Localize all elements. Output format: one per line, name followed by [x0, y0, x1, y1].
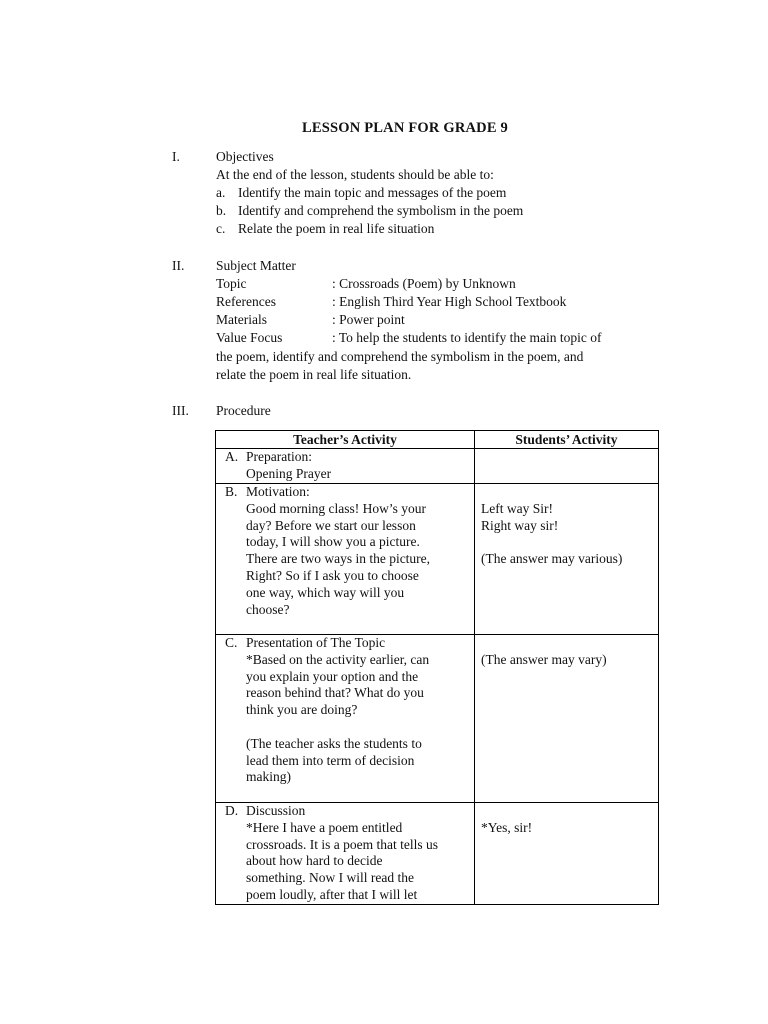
- students-activity-line: [481, 484, 654, 501]
- objective-text: Identify the main topic and messages of the poem: [238, 185, 507, 200]
- table-row: [216, 803, 659, 905]
- activity-letter: B.: [225, 484, 238, 499]
- teacher-activity-line: making): [246, 769, 291, 785]
- students-activity-line: *Yes, sir!: [481, 819, 533, 835]
- objective-letter: a.: [216, 185, 226, 200]
- section-number-procedure: III.: [172, 403, 189, 418]
- objective-text: Identify and comprehend the symbolism in the poem: [238, 203, 524, 218]
- teacher-activity-cell: [216, 484, 475, 635]
- students-activity-cell: [475, 449, 659, 484]
- section-heading-objectives: Objectives: [216, 149, 274, 164]
- students-activity-cell: [475, 484, 659, 635]
- subject-matter-value: : English Third Year High School Textbook: [332, 294, 567, 309]
- section-number-objectives: I.: [172, 149, 180, 164]
- students-activity-line: [481, 534, 654, 551]
- teacher-activity-line: Right? So if I ask you to choose: [246, 567, 419, 583]
- students-activity-line: [481, 635, 654, 652]
- objective-letter: c.: [216, 221, 226, 236]
- students-activity-line: Left way Sir!: [481, 500, 553, 516]
- objective-letter: b.: [216, 203, 227, 218]
- teacher-activity-line: [246, 719, 470, 736]
- teacher-activity-line: crossroads. It is a poem that tells us: [246, 836, 438, 852]
- teacher-activity-cell: [216, 803, 475, 905]
- procedure-table: [215, 430, 659, 905]
- students-activity-cell: [475, 635, 659, 803]
- subject-matter-value: : Power point: [332, 312, 405, 327]
- subject-matter-label: Value Focus: [216, 330, 283, 345]
- teacher-activity-line: poem loudly, after that I will let: [246, 886, 418, 902]
- teacher-activity-line: today, I will show you a picture.: [246, 534, 420, 550]
- teacher-activity-line: reason behind that? What do you: [246, 685, 424, 701]
- subject-matter-value: : To help the students to identify the main topic of: [332, 330, 602, 345]
- table-row: [216, 484, 659, 635]
- value-focus-continuation: the poem, identify and comprehend the symbolism in the poem, and: [216, 349, 584, 364]
- column-header-teacher: Teacher’s Activity: [216, 431, 475, 449]
- teacher-activity-line: Presentation of The Topic: [246, 635, 386, 650]
- activity-letter: C.: [225, 635, 238, 650]
- teacher-activity-line: lead them into term of decision: [246, 752, 415, 768]
- subject-matter-label: Materials: [216, 312, 267, 327]
- students-activity-line: Right way sir!: [481, 517, 559, 533]
- teacher-activity-line: day? Before we start our lesson: [246, 517, 416, 533]
- students-activity-cell: [475, 803, 659, 905]
- section-number-subject-matter: II.: [172, 258, 185, 273]
- teacher-activity-line: one way, which way will you: [246, 584, 405, 600]
- teacher-activity-line: about how hard to decide: [246, 853, 383, 869]
- teacher-activity-cell: [216, 449, 475, 484]
- teacher-activity-line: think you are doing?: [246, 702, 358, 718]
- teacher-activity-line: Discussion: [246, 803, 306, 818]
- teacher-activity-line: *Here I have a poem entitled: [246, 819, 403, 835]
- teacher-activity-line: *Based on the activity earlier, can: [246, 651, 430, 667]
- column-header-students: Students’ Activity: [475, 431, 659, 449]
- activity-letter: D.: [225, 803, 239, 818]
- objective-text: Relate the poem in real life situation: [238, 221, 435, 236]
- subject-matter-value: : Crossroads (Poem) by Unknown: [332, 276, 516, 291]
- teacher-activity-line: There are two ways in the picture,: [246, 551, 431, 567]
- activity-letter: A.: [225, 449, 239, 464]
- students-activity-line: (The answer may various): [481, 551, 623, 567]
- students-activity-line: (The answer may vary): [481, 651, 607, 667]
- teacher-activity-cell: [216, 635, 475, 803]
- subject-matter-label: Topic: [216, 276, 247, 291]
- section-heading-subject-matter: Subject Matter: [216, 258, 296, 273]
- subject-matter-label: References: [216, 294, 276, 309]
- page-title: LESSON PLAN FOR GRADE 9: [301, 120, 508, 136]
- objectives-intro: At the end of the lesson, students should be able to:: [216, 167, 494, 182]
- table-row: [216, 449, 659, 484]
- teacher-activity-line: Motivation:: [246, 484, 310, 499]
- students-activity-line: [481, 803, 654, 820]
- table-row: [216, 635, 659, 803]
- value-focus-continuation: relate the poem in real life situation.: [216, 367, 412, 382]
- teacher-activity-line: you explain your option and the: [246, 668, 419, 684]
- teacher-activity-line: Preparation:: [246, 449, 312, 464]
- teacher-activity-line: Opening Prayer: [246, 465, 332, 481]
- teacher-activity-line: (The teacher asks the students to: [246, 735, 422, 751]
- teacher-activity-line: Good morning class! How’s your: [246, 500, 426, 516]
- table-header-row: [216, 431, 659, 449]
- teacher-activity-line: something. Now I will read the: [246, 870, 414, 886]
- section-heading-procedure: Procedure: [216, 403, 271, 418]
- teacher-activity-line: choose?: [246, 601, 290, 617]
